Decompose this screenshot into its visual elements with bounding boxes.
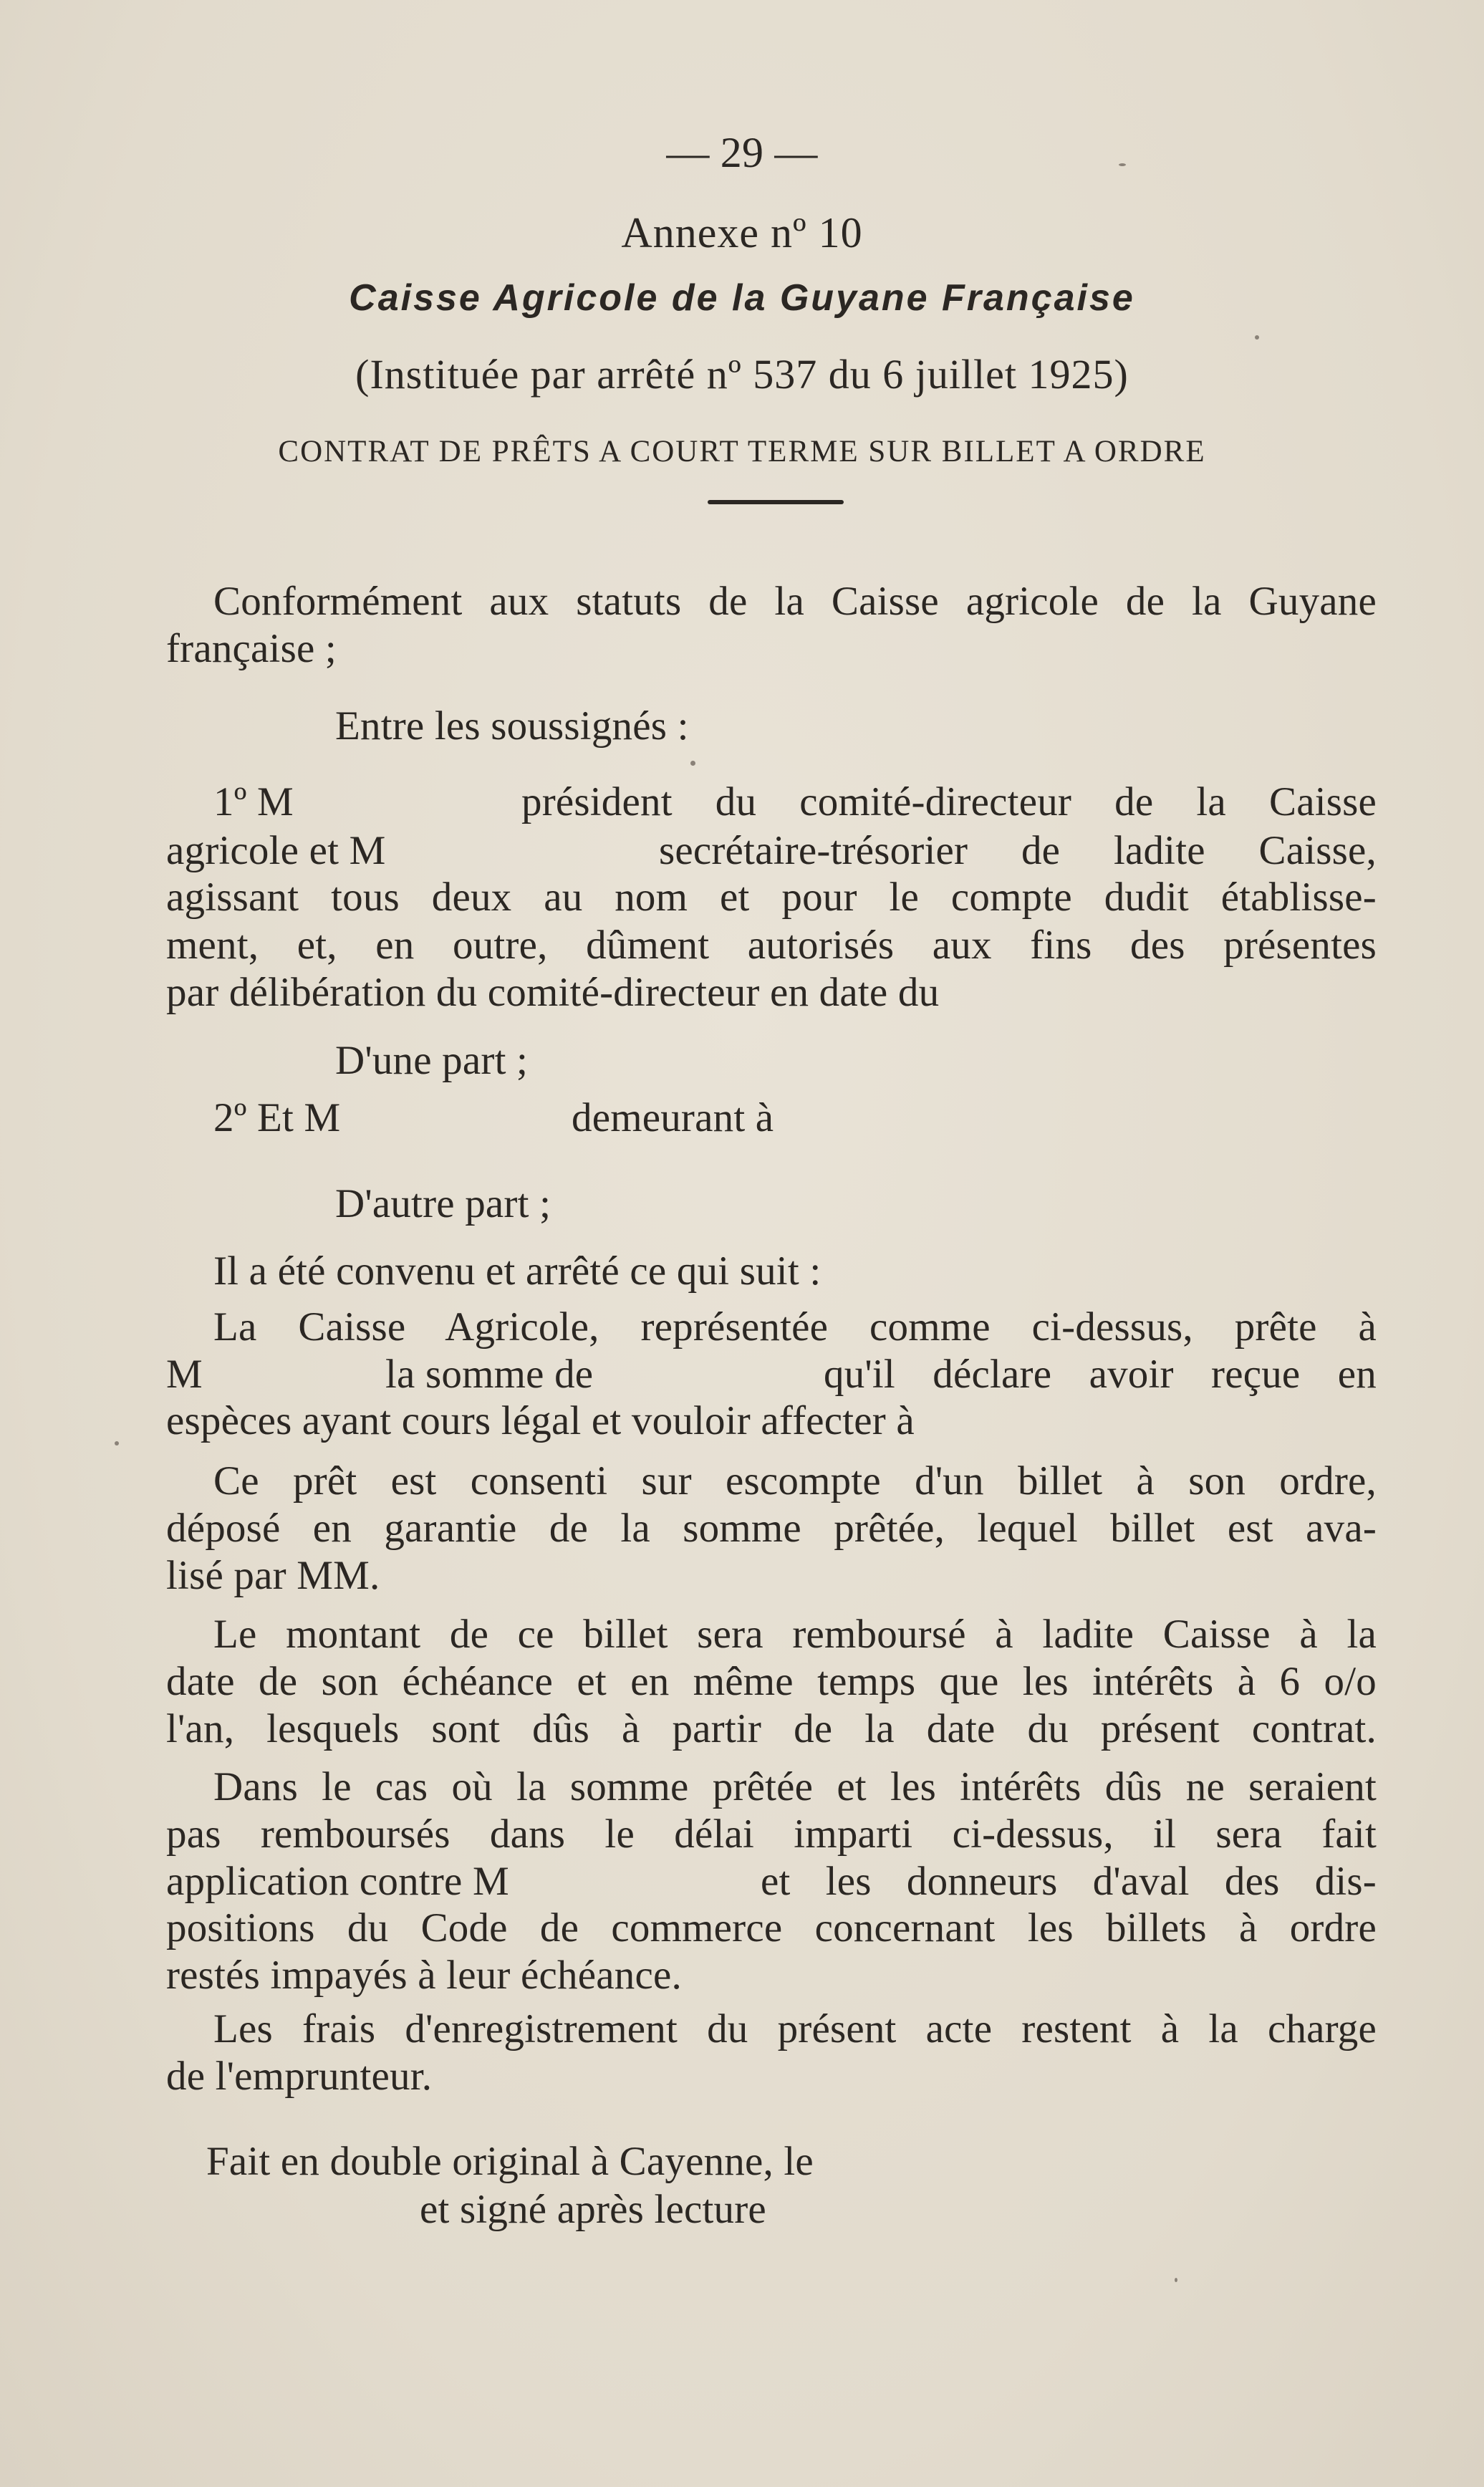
caisse-title: Caisse Agricole de la Guyane Française: [349, 277, 1135, 319]
paper-speck: [1175, 2278, 1177, 2282]
title-rule: [708, 500, 844, 504]
body-line: D'autre part ;: [335, 1181, 551, 1226]
body-line: Entre les soussignés :: [335, 703, 689, 749]
body-line: Ce prêt est consenti sur escompte d'un billet à son ordre,: [213, 1458, 1377, 1504]
body-line: par délibération du comité-directeur en date du: [166, 970, 940, 1015]
institution-line: (Instituée par arrêté nº 537 du 6 juillet 1925): [355, 351, 1129, 398]
body-line: et signé après lecture: [420, 2187, 766, 2232]
body-line: de l'emprunteur.: [166, 2054, 433, 2099]
body-line: Le montant de ce billet sera remboursé à ladite Caisse à la: [213, 1612, 1377, 1657]
paper-speck: [1255, 335, 1259, 340]
body-line: La Caisse Agricole, représentée comme ci-dessus, prête à: [213, 1304, 1377, 1350]
body-line: l'an, lesquels sont dûs à partir de la date du présent contrat.: [166, 1706, 1377, 1751]
body-line: Conformément aux statuts de la Caisse agricole de la Guyane: [213, 579, 1377, 624]
body-line: président du comité-directeur de la Caisse: [521, 779, 1377, 824]
body-line: Dans le cas où la somme prêtée et les intérêts dûs ne seraient: [213, 1764, 1377, 1809]
body-line: lisé par MM.: [166, 1553, 380, 1598]
body-line: positions du Code de commerce concernant les billets à ordre: [166, 1905, 1377, 1950]
body-line: agricole et M: [166, 828, 386, 873]
body-line: 1º M: [213, 779, 294, 824]
body-line: pas remboursés dans le délai imparti ci-dessus, il sera fait: [166, 1812, 1377, 1857]
body-line: application contre M: [166, 1859, 509, 1904]
body-line: secrétaire-trésorier de ladite Caisse,: [659, 828, 1377, 873]
body-line: agissant tous deux au nom et pour le compte dudit établisse-: [166, 875, 1377, 920]
annexe-heading: Annexe nº 10: [621, 209, 863, 256]
body-line: demeurant à: [572, 1095, 774, 1140]
body-line: restés impayés à leur échéance.: [166, 1953, 682, 1998]
contract-title: CONTRAT DE PRÊTS A COURT TERME SUR BILLET A ORDRE: [278, 435, 1206, 468]
body-line: Il a été convenu et arrêté ce qui suit :: [213, 1249, 822, 1294]
body-line: M: [166, 1352, 203, 1397]
body-line: date de son échéance et en même temps que les intérêts à 6 o/o: [166, 1659, 1377, 1704]
paper-speck: [1119, 163, 1126, 166]
body-line: française ;: [166, 626, 337, 671]
body-line: D'une part ;: [335, 1038, 529, 1083]
body-line: Fait en double original à Cayenne, le: [206, 2139, 814, 2184]
page-number: — 29 —: [666, 129, 818, 176]
body-line: espèces ayant cours légal et vouloir affecter à: [166, 1398, 915, 1443]
body-line: 2º Et M: [213, 1095, 341, 1140]
paper-speck: [690, 761, 695, 766]
body-line: qu'il déclare avoir reçue en: [824, 1352, 1377, 1397]
body-line: Les frais d'enregistrement du présent acte restent à la charge: [213, 2006, 1377, 2051]
body-line: la somme de: [385, 1352, 594, 1397]
body-line: déposé en garantie de la somme prêtée, lequel billet est ava-: [166, 1506, 1377, 1551]
body-line: et les donneurs d'aval des dis-: [761, 1859, 1377, 1904]
paper-speck: [115, 1441, 119, 1445]
body-line: ment, et, en outre, dûment autorisés aux fins des présentes: [166, 923, 1377, 968]
